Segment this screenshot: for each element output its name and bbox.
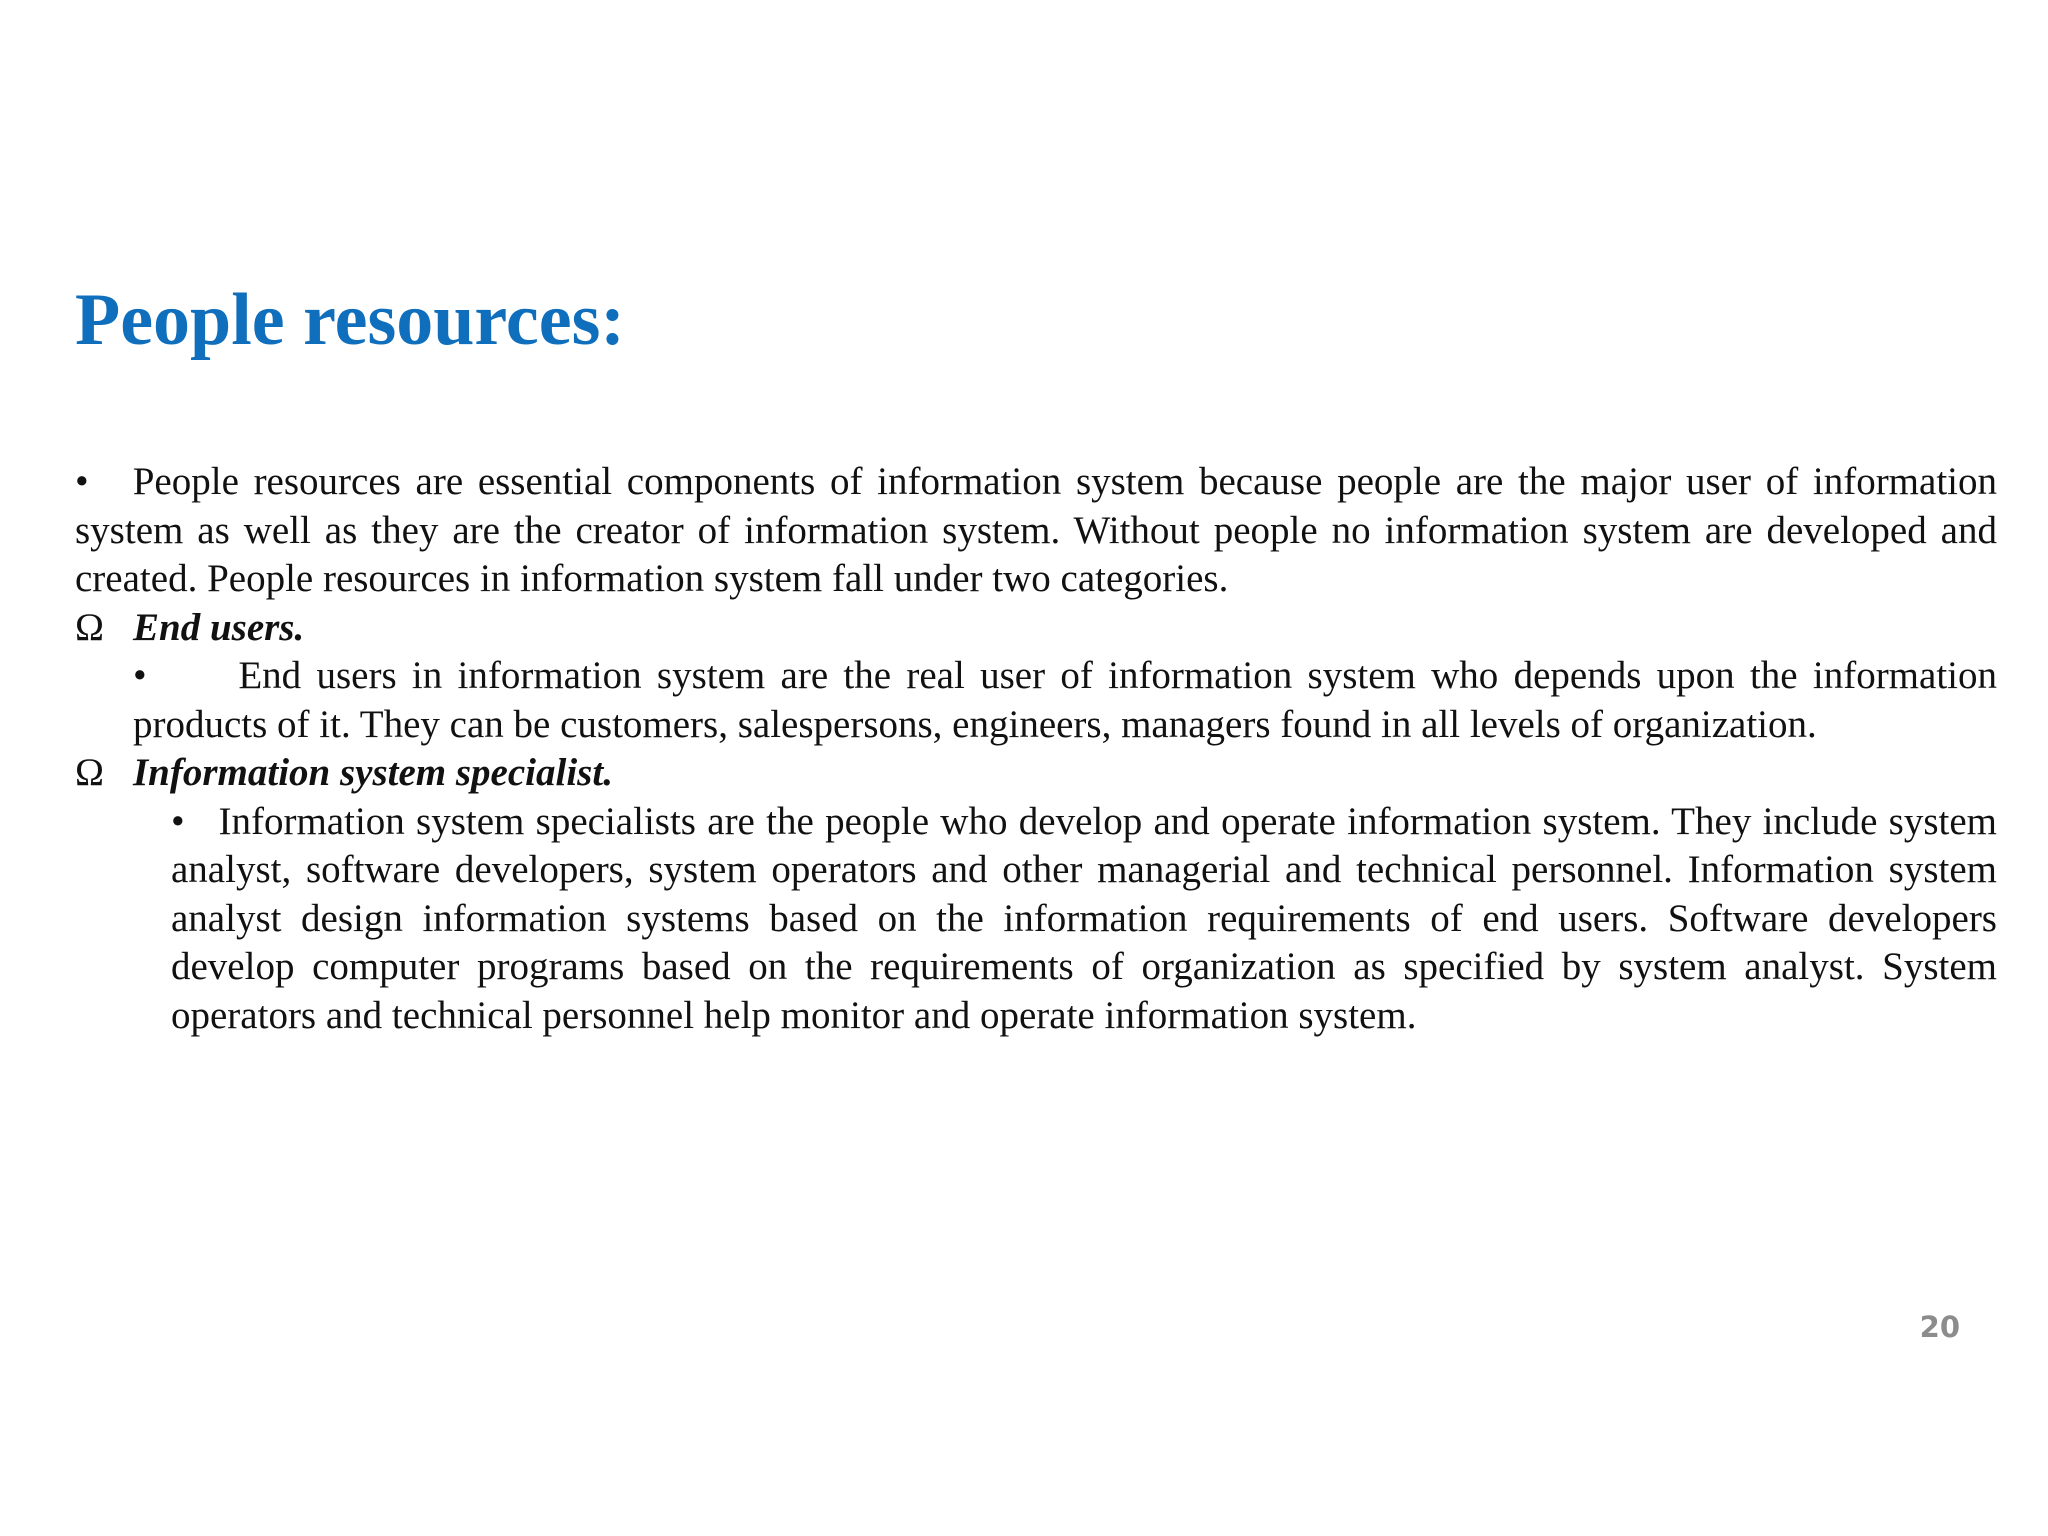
- bullet-icon: •: [133, 654, 147, 697]
- category-heading-text: Information system specialist.: [133, 751, 613, 794]
- slide-body: [75, 458, 1997, 1040]
- category-heading-text: End users.: [133, 605, 305, 649]
- slide-title: People resources:: [75, 279, 626, 361]
- bullet-icon: •: [75, 460, 89, 503]
- end-users-description: [75, 652, 1997, 749]
- bullet-icon: •: [171, 799, 185, 843]
- omega-bullet-icon: Ω: [75, 751, 104, 794]
- end-users-text: End users in information system are the real user of information system who depends upon the information products of it. They can be customers, salespersons, engineers, managers found in all levels of organization.: [133, 654, 1997, 746]
- category-heading-is-specialist: [75, 749, 1997, 798]
- is-specialist-description: [75, 798, 1997, 1041]
- page-number: 20: [1919, 1310, 1960, 1344]
- omega-bullet-icon: Ω: [75, 605, 104, 649]
- is-specialist-text: Information system specialists are the people who develop and operate information system. They include system analyst, software developers, system operators and other managerial and technical personnel. Information system analyst design information systems based on the information requirements of end users. Software developers develop computer programs based on the requirements of organization as specified by system analyst. System operators and technical personnel help monitor and operate information system.: [171, 799, 1998, 1037]
- intro-paragraph: [75, 458, 1997, 604]
- category-heading-end-users: [75, 604, 1997, 653]
- intro-text: People resources are essential components of information system because people are the major user of information system as well as they are the creator of information system. Without people no information system are developed and created. People resources in information system fall under two categories.: [75, 460, 1998, 600]
